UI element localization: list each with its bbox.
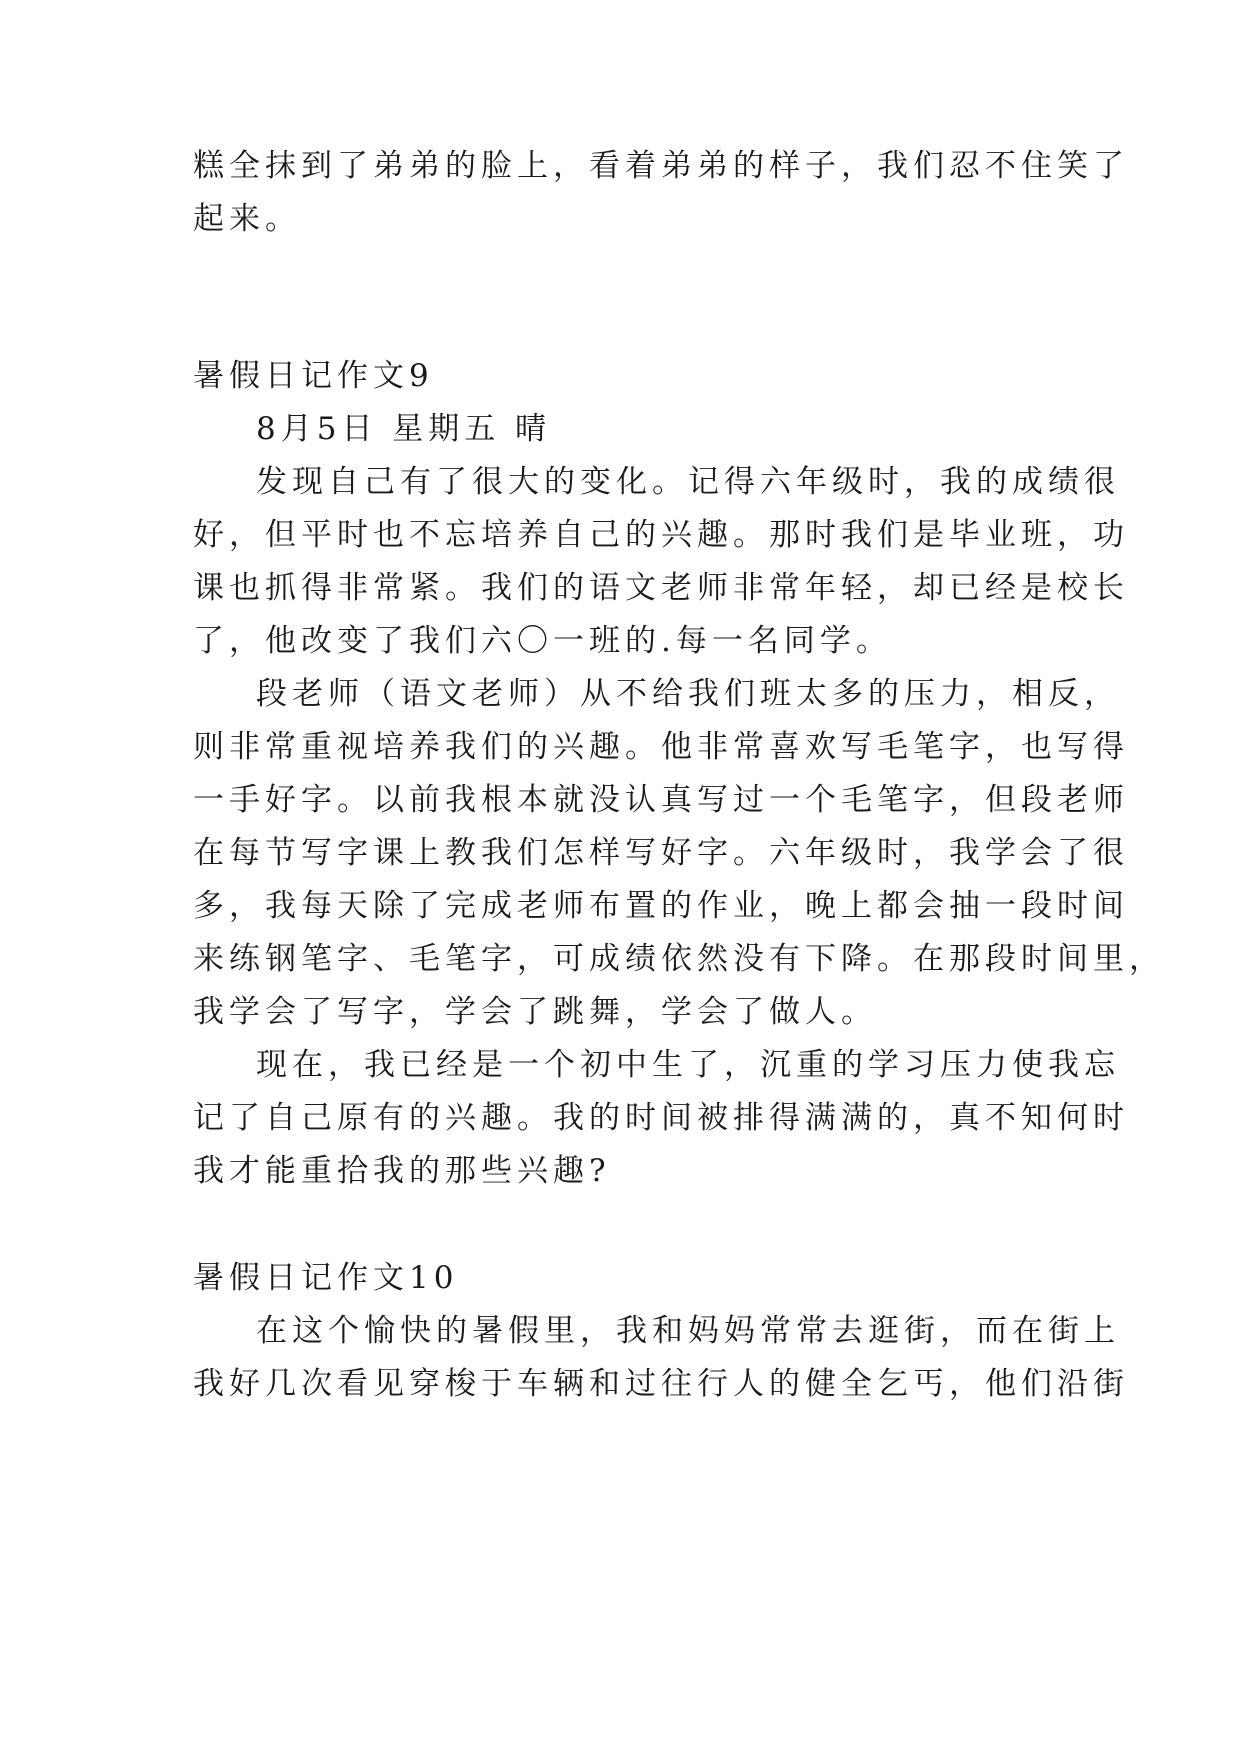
entry-9-p3-line-2: 记了自己原有的兴趣。我的时间被排得满满的，真不知何时 <box>193 1100 1129 1136</box>
entry-9-heading: 暑假日记作文9 <box>193 358 434 394</box>
entry-9-date-line: 8月5日 星期五 晴 <box>256 411 552 447</box>
entry-10-heading: 暑假日记作文10 <box>193 1260 459 1296</box>
entry-9-p2-line-6: 来练钢笔字、毛笔字，可成绩依然没有下降。在那段时间里， <box>193 941 1165 977</box>
continuation-line-1: 糕全抹到了弟弟的脸上，看着弟弟的样子，我们忍不住笑了 <box>193 148 1129 184</box>
entry-10-p1-line-1: 在这个愉快的暑假里，我和妈妈常常去逛街，而在街上 <box>256 1313 1120 1349</box>
entry-9-p1-line-4: 了，他改变了我们六〇一班的.每一名同学。 <box>193 623 892 659</box>
entry-9-p3-line-3: 我才能重拾我的那些兴趣? <box>193 1153 611 1189</box>
entry-9-p1-line-2: 好，但平时也不忘培养自己的兴趣。那时我们是毕业班，功 <box>193 517 1129 553</box>
entry-9-p2-line-4: 在每节写字课上教我们怎样写好字。六年级时，我学会了很 <box>193 835 1129 871</box>
entry-9-p2-line-3: 一手好字。以前我根本就没认真写过一个毛笔字，但段老师 <box>193 782 1129 818</box>
entry-9-p1-line-3: 课也抓得非常紧。我们的语文老师非常年轻，却已经是校长 <box>193 570 1129 606</box>
entry-9-p2-line-1: 段老师（语文老师）从不给我们班太多的压力，相反， <box>256 676 1120 712</box>
entry-9-p3-line-1: 现在，我已经是一个初中生了，沉重的学习压力使我忘 <box>256 1047 1120 1083</box>
entry-9-p2-line-7: 我学会了写字，学会了跳舞，学会了做人。 <box>193 994 877 1030</box>
entry-9-p1-line-1: 发现自己有了很大的变化。记得六年级时，我的成绩很 <box>256 464 1120 500</box>
entry-9-p2-line-2: 则非常重视培养我们的兴趣。他非常喜欢写毛笔字，也写得 <box>193 729 1129 765</box>
entry-10-p1-line-2: 我好几次看见穿梭于车辆和过往行人的健全乞丐，他们沿街 <box>193 1366 1129 1402</box>
entry-9-p2-line-5: 多，我每天除了完成老师布置的作业，晚上都会抽一段时间 <box>193 888 1129 924</box>
continuation-line-2: 起来。 <box>193 201 301 237</box>
